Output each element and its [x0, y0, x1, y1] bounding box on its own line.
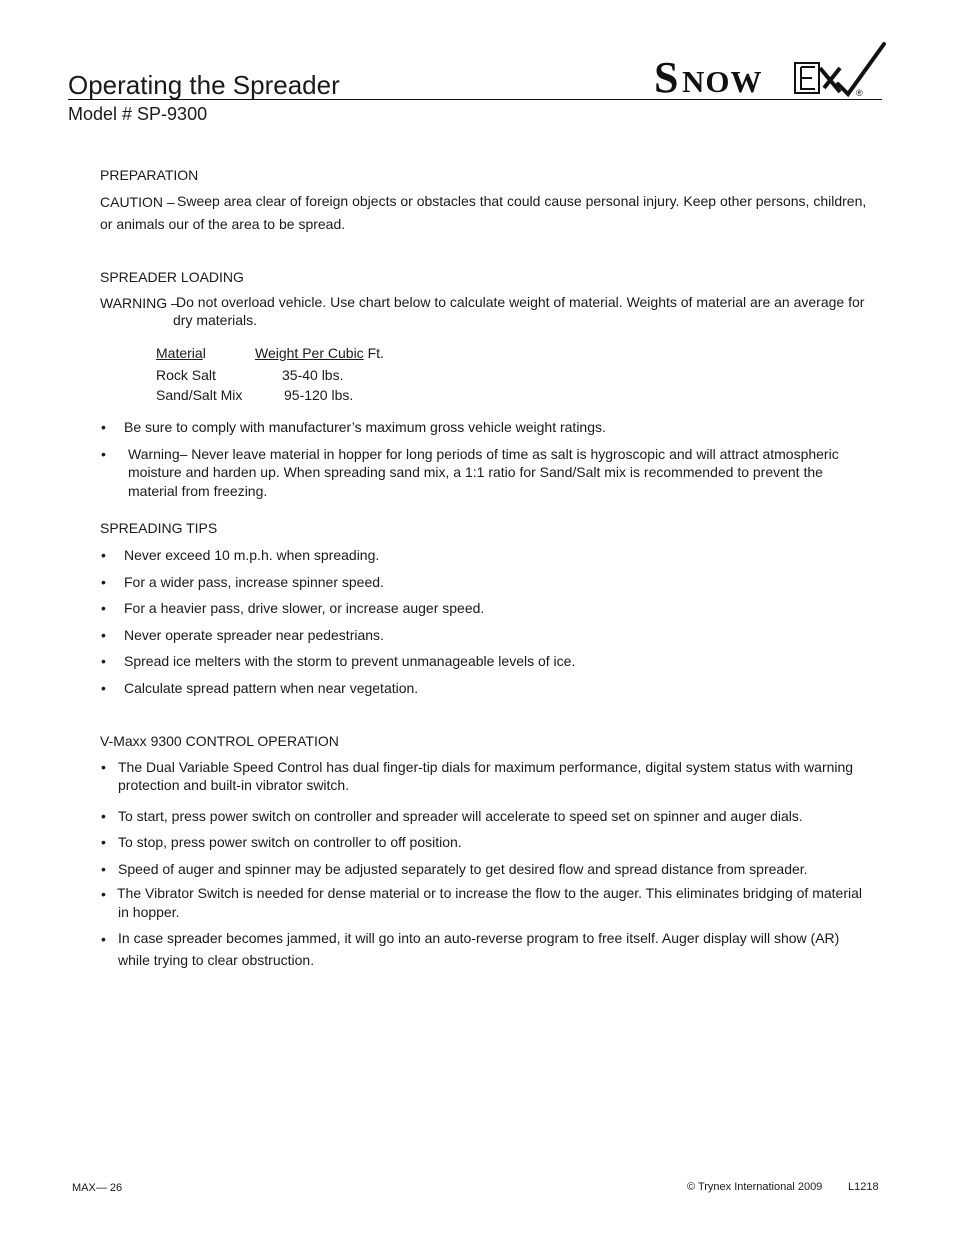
list-item: Calculate spread pattern when near vegetation.: [124, 680, 419, 696]
bullet-icon: •: [101, 574, 106, 590]
list-item: For a wider pass, increase spinner speed.: [124, 574, 384, 590]
bullet-icon: •: [101, 886, 106, 902]
list-item: Spread ice melters with the storm to prevent unmanageable levels of ice.: [124, 653, 576, 669]
list-item: Never operate spreader near pedestrians.: [124, 627, 384, 643]
table-cell-weight: 95-120 lbs.: [284, 387, 354, 403]
tips-heading: SPREADING TIPS: [100, 520, 218, 536]
table-cell-material: Rock Salt: [156, 367, 216, 383]
table-cell-material: Sand/Salt Mix: [156, 387, 243, 403]
bullet-icon: •: [101, 759, 106, 775]
loading-bullet-text: moisture and harden up. When spreading sand mix, a 1:1 ratio for Sand/Salt mix is recommended to prevent the: [128, 464, 823, 480]
list-item: For a heavier pass, drive slower, or increase auger speed.: [124, 600, 485, 616]
material-header-rest: l: [202, 345, 206, 361]
list-item: To stop, press power switch on controller to off position.: [118, 834, 462, 850]
control-heading: V-Maxx 9300 CONTROL OPERATION: [100, 733, 339, 749]
bullet-icon: •: [101, 600, 106, 616]
bullet-icon: •: [101, 419, 106, 435]
bullet-icon: •: [101, 627, 106, 643]
snowex-logo: [652, 40, 888, 102]
warning-label: WARNING –: [100, 295, 179, 311]
weight-header-underlined: Weight Per Cubic: [255, 345, 364, 361]
list-item: protection and built-in vibrator switch.: [118, 777, 350, 793]
bullet-icon: •: [101, 808, 106, 824]
list-item: The Vibrator Switch is needed for dense material or to increase the flow to the auger. This eliminates bridging of material: [117, 885, 862, 901]
list-item: The Dual Variable Speed Control has dual finger-tip dials for maximum performance, digital system status with warning: [118, 759, 854, 775]
loading-heading: SPREADER LOADING: [100, 269, 244, 285]
page-title: Operating the Spreader: [68, 70, 340, 100]
list-item: Never exceed 10 m.p.h. when spreading.: [124, 547, 380, 563]
logo-x: [820, 68, 840, 92]
caution-text-line2: or animals our of the area to be spread.: [100, 216, 346, 232]
checkmark-icon: [838, 44, 884, 94]
list-item: in hopper.: [118, 904, 180, 920]
bullet-icon: •: [101, 680, 106, 696]
table-cell-weight: 35-40 lbs.: [282, 367, 344, 383]
warning-text-line1: Do not overload vehicle. Use chart below to calculate weight of material. Weights of material are an average for: [176, 294, 865, 310]
list-item: while trying to clear obstruction.: [118, 952, 315, 968]
caution-label: CAUTION –: [100, 194, 175, 210]
document-code: L1218: [848, 1181, 879, 1193]
copyright-text: © Trynex International 2009: [687, 1181, 823, 1193]
bullet-icon: •: [101, 931, 106, 947]
loading-bullet-text: Warning– Never leave material in hopper for long periods of time as salt is hygroscopic and will attract atmospheric: [128, 446, 839, 462]
loading-bullet-text: material from freezing.: [128, 483, 268, 499]
loading-bullet-text: Be sure to comply with manufacturer’s maximum gross vehicle weight ratings.: [124, 419, 606, 435]
caution-text-line1: Sweep area clear of foreign objects or obstacles that could cause personal injury. Keep other persons, children,: [177, 193, 867, 209]
bullet-icon: •: [101, 861, 106, 877]
bullet-icon: •: [101, 547, 106, 563]
bullet-icon: •: [101, 653, 106, 669]
table-header-weight: [255, 344, 384, 362]
bullet-icon: •: [101, 834, 106, 850]
registered-mark: ®: [856, 88, 863, 98]
list-item: In case spreader becomes jammed, it will go into an auto-reverse program to free itself. Auger display will show (AR): [118, 930, 840, 946]
page-number: MAX— 26: [72, 1182, 123, 1194]
logo-e: [801, 67, 815, 89]
table-header-material: [156, 344, 206, 362]
weight-header-rest: Ft.: [367, 345, 384, 361]
bullet-icon: •: [101, 446, 106, 462]
logo-now: NOW: [682, 64, 763, 99]
list-item: To start, press power switch on controller and spreader will accelerate to speed set on spinner and auger dials.: [118, 808, 803, 824]
material-header-underlined: Materia: [156, 345, 203, 361]
warning-text-line2: dry materials.: [173, 312, 258, 328]
list-item: Speed of auger and spinner may be adjusted separately to get desired flow and spread distance from spreader.: [118, 861, 808, 877]
logo-s: S: [654, 53, 679, 102]
preparation-heading: PREPARATION: [100, 167, 199, 183]
page-subtitle: Model # SP-9300: [68, 104, 208, 124]
